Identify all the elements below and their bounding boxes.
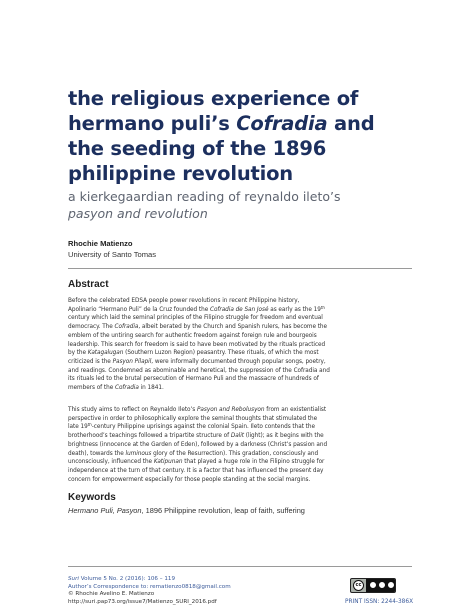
p1-line [68, 323, 416, 332]
p1-text: (Southern Luzon Region) peasantry. These rituals, of which the most [123, 350, 319, 357]
p1-superscript: th [320, 305, 325, 310]
p1-line: its rituals led to the brutal persecution of Hermano Puli and the massacre of hundreds of [68, 376, 319, 383]
p1-line: emblem of the untiring search for authentic freedom against foreign rule and bourgeois [68, 332, 317, 339]
p2-text: -century Philippine uprisings against the colonial Spain. Ileto contends that the [91, 424, 315, 431]
p1-italic: Katagalugan [87, 350, 124, 357]
p2-line [68, 458, 416, 467]
p2-line [68, 406, 416, 415]
abstract-heading: Abstract [68, 279, 109, 290]
abstract-paragraph-1 [68, 297, 416, 393]
title-italic-cofradia: Cofradia [236, 112, 328, 135]
p1-text: democracy. The [68, 324, 115, 331]
p1-line [68, 358, 416, 367]
p2-italic: Katipunan [153, 459, 183, 466]
p2-text: (light); as it begins with the [243, 433, 324, 440]
p2-text: that played a huge role in the Filipino struggle for [182, 459, 325, 466]
p1-italic: Pasyon Pilapil [112, 358, 152, 365]
journal-citation [68, 576, 348, 584]
cc-by-icon [369, 581, 377, 589]
p2-text: from an existentialist [264, 407, 327, 413]
p1-italic: Cofradia [114, 324, 139, 331]
title-line-2-text: hermano puli’s [68, 112, 237, 135]
keywords-heading: Keywords [68, 492, 116, 503]
p1-line [68, 306, 416, 315]
p2-text: glory of the Resurrection). This gradation, consciously and [151, 450, 319, 457]
p1-line [68, 384, 416, 393]
footer-divider [68, 566, 412, 567]
p2-text: This study aims to reflect on Reynaldo Ileto’s [68, 407, 198, 413]
p1-text: in 1841. [138, 385, 164, 392]
title-line-2 [68, 111, 448, 136]
keywords-list [68, 506, 418, 515]
author-name: Rhochie Matienzo [68, 239, 133, 248]
journal-name: Suri [68, 576, 79, 582]
p2-line: perspective in order to philosophically explore the seminal thoughts that stimulated the [68, 415, 318, 422]
subtitle-line-2: pasyon and revolution [68, 206, 208, 221]
author-affiliation: University of Santo Tomas [68, 250, 157, 259]
p1-line: leadership. This search for freedom is said to have been motivated by the rituals practiced [68, 341, 326, 348]
title-line-3: the seeding of the 1896 [68, 137, 327, 160]
footer-info [68, 576, 348, 606]
p1-italic: Cofradia de San José [209, 306, 269, 313]
keywords-rest: , 1896 Philippine revolution, leap of faith, suffering [141, 506, 305, 515]
abstract-paragraph-2 [68, 406, 416, 484]
title-line-4: philippine revolution [68, 162, 293, 185]
p2-text: unconsciously, influenced the [68, 459, 154, 466]
p1-text: criticized is the [68, 358, 113, 365]
subtitle-line-1: a kierkegaardian reading of reynaldo ileto’s [68, 189, 341, 204]
paper-url-link[interactable]: http://suri.pap73.org/issue7/Matienzo_SURI_2016.pdf [68, 598, 217, 605]
creative-commons-license-icon[interactable] [350, 578, 396, 593]
print-issn: PRINT ISSN: 2244-386X [345, 599, 414, 605]
p2-line: concern for empowerment especially for those people standing at the social margins. [68, 476, 311, 483]
copyright-notice: © Rhochie Avelino E. Matienzo [68, 591, 155, 598]
p1-text: Apolinario “Hermano Puli” de la Cruz founded the [68, 306, 210, 313]
p2-line [68, 423, 416, 432]
keywords-italic: Hermano Puli, Pasyon [68, 506, 142, 515]
p2-italic: Pasyon and Rebolusyon [197, 407, 265, 413]
p2-line: brightness (innocence at the Garden of Eden), followed by a darkness (Christ’s passion and [68, 441, 328, 448]
p1-text: , were informally documented through popular songs, poetry, [151, 358, 326, 365]
author-correspondence[interactable]: Author’s Correspondence to: rematienzo0818@gmail.com [68, 583, 231, 590]
cc-nc-icon [378, 581, 386, 589]
p2-text: late 19 [68, 424, 88, 431]
p2-line [68, 450, 416, 459]
paper-subtitle [68, 188, 448, 222]
p1-line: and readings. Condemned as abominable and heretical, the suppression of the Cofradia and [68, 367, 330, 374]
p1-italic: Cofradia [115, 385, 139, 392]
p1-line: century which laid the seminal principles of the Filipino struggle for freedom and eventual [68, 315, 323, 322]
p2-line: independence at the turn of that century. It is a factor that has influenced the present day [68, 467, 324, 474]
p2-text: brotherhood’s teachings followed a tripartite structure of [68, 433, 231, 440]
p2-superscript: th [87, 423, 92, 428]
cc-nd-icon [387, 581, 395, 589]
p2-text: death), towards the [68, 450, 126, 457]
paper-title [68, 86, 448, 186]
p1-text: members of the [68, 385, 115, 392]
title-line-1: the religious experience of [68, 87, 359, 110]
p1-text: by the [68, 350, 88, 357]
p2-italic: Dalit [230, 433, 244, 440]
p1-text: , albeit berated by the Church and Spanish rulers, has become the [138, 324, 328, 331]
p2-italic: luminous [125, 450, 152, 457]
p2-line [68, 432, 416, 441]
cc-logo-icon: cc [353, 580, 364, 591]
title-line-2-end: and [327, 112, 375, 135]
journal-volume: Volume 5 No. 2 (2016): 106 – 119 [78, 576, 176, 582]
p1-line: Before the celebrated EDSA people power revolutions in recent Philippine history, [68, 298, 300, 304]
p1-text: as early as the 19 [268, 306, 321, 313]
top-divider [68, 268, 412, 269]
p1-line [68, 349, 416, 358]
